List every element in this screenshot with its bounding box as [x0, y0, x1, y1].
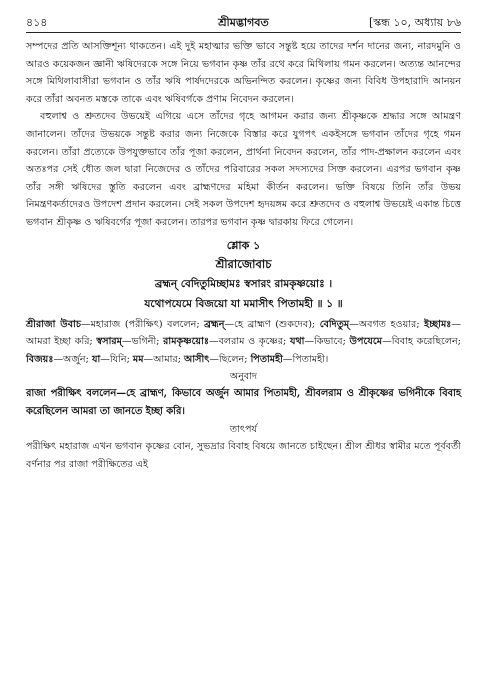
paragraph-summary-2: বহুলাশ্ব ও শ্রুতদেব উভয়েই এগিয়ে এসে তাঁদের গৃহে আগমন করার জন্য শ্রীকৃষ্ণকে শ্রদ্ধার সঙ্গে আমন্ত্রণ জানালেন। তাঁদের উভয়কে সন্তুষ্ট করার জন্য নিজেকে বিস্তার করে যুগপৎ একইসঙ্গে ভগবান তাঁদের গৃহে গমন করলেন। তাঁরা প্রত্যেকে উপযুক্তভাবে তাঁর পূজা করলেন, প্রার্থনা নিবেদন করলেন, তাঁর পাদ-প্রক্ষালন করলেন এবং অতঃপর সেই ধৌত জল দ্বারা নিজেদের ও তাঁদের পরিবারের সকল সদস্যদের সিক্ত করলেন। এরপর ভগবান কৃষ্ণ তাঁর সঙ্গী ঋষিদের স্তুতি করলেন এবং ব্রাহ্মণদের মহিমা কীর্তন করলেন। ভক্তি বিষয়ে তিনি তাঁর উভয় নিমন্ত্রণকর্তাদেরও উপদেশ প্রদান করলেন। সেই সকল উপদেশ হৃদয়ঙ্গম করে শ্রুতদেব ও বহুলাশ্ব উভয়েই একান্ত চিত্তে ভগবান শ্রীকৃষ্ণ ও ঋষিবর্গের পূজা করলেন। তারপর ভগবান কৃষ্ণ দ্বারকায় ফিরে গেলেন।: [26, 111, 461, 228]
word-meaning: —যিনি;: [100, 353, 133, 365]
word-meaning: —বলরাম ও কৃষ্ণের;: [208, 336, 290, 348]
word-term: মম: [132, 353, 144, 365]
word-meaning: —অবগত হওয়ার;: [349, 318, 425, 330]
word-meaning: —হে ব্রাহ্মণ (শুকদেব);: [224, 318, 320, 330]
page-body: [26, 38, 461, 474]
word-meaning: —মহারাজ (পরীক্ষিৎ) বললেন;: [81, 318, 205, 330]
word-meaning: —বিবাহ করেছিলেন;: [382, 336, 461, 348]
chapter-reference: [স্কন্ধ ১০, অধ্যায় ৮৬: [368, 16, 461, 29]
word-term: রামকৃষ্ণয়োঃ: [163, 336, 209, 348]
verse-line-2: যথোপযেমে বিজয়ো যা মমাসীৎ পিতামহী ॥ ১ ॥: [144, 297, 343, 310]
word-meanings: [26, 316, 461, 369]
word-term: পিতামহী: [250, 353, 283, 365]
word-meaning: —অর্জুন;: [53, 353, 92, 365]
word-term: স্বসারম্: [96, 336, 122, 348]
translation-text: রাজা পরীক্ষিৎ বললেন—হে ব্রাহ্মণ, কিভাবে অর্জুন আমার পিতামহী, শ্রীবলরাম ও শ্রীকৃষ্ণের ভগিনীকে বিবাহ করেছিলেন আমরা তা জানতে ইচ্ছা করি।: [26, 388, 461, 418]
word-term: ইচ্ছামঃ: [424, 318, 452, 330]
word-meaning: —কিভাবে;: [304, 336, 350, 348]
word-term: যথা: [289, 336, 305, 348]
purport-text: পরীক্ষিৎ মহারাজ এখন ভগবান কৃষ্ণের বোন, সুভদ্রার বিবাহ বিষয়ে জানতে চাইছেন। শ্রীল শ্রীধর স্বামীর মতে পূর্ববর্তী বর্ণনার পর রাজা পরীক্ষিতের এই: [26, 441, 461, 470]
word-term: আসীৎ: [183, 353, 210, 365]
paragraph-summary-1: সম্পদের প্রতি আসক্তিশূন্য থাকতেন। এই দুই মহাত্মার ভক্তি ভাবে সন্তুষ্ট হয়ে তাদের দর্শন দানের জন্য, নারদমুনি ও আরও কয়েকজন জ্ঞানী ঋষিদেরকে সঙ্গে নিয়ে ভগবান কৃষ্ণ তাঁর রথে করে মিথিলায় গমন করলেন। অত্যন্ত আনন্দের সঙ্গে মিথিলাবাসীরা ভগবান ও তাঁর ঋষি পার্ষদদেরকে অভিনন্দিত করলেন। কৃষ্ণের জন্য বিবিধ উপহারাদি আনয়ন করে তাঁরা অবনত মস্তকে তাকে এবং ঋষিবর্গকে প্রণাম নিবেদন করলেন।: [26, 41, 461, 105]
word-term: বিজয়ঃ: [26, 353, 54, 365]
translation-heading: অনুবাদ: [229, 371, 258, 383]
verse-speaker: শ্রীরাজোবাচ: [215, 256, 272, 271]
verse-line-1: ব্রহ্মন্ বেদিতুমিচ্ছামঃ স্বসারং রামকৃষ্ণয়োঃ ।: [154, 277, 333, 290]
purport-heading: তাৎপর্য: [229, 424, 258, 436]
word-meaning: —আমরা ইচ্ছা করি;: [26, 318, 461, 348]
book-title: শ্রীমদ্ভাগবত: [218, 16, 269, 29]
verse-label: শ্লোক ১: [226, 238, 261, 252]
word-meaning: —পিতামহী।: [282, 353, 329, 365]
word-meaning: —ছিলেন;: [209, 353, 251, 365]
word-term: উপযেমে: [349, 336, 383, 348]
word-term: বেদিতুম্: [319, 318, 350, 330]
page-header: [26, 14, 461, 30]
header-rule: [26, 32, 461, 33]
word-term: শ্রীরাজা উবাচ: [26, 318, 81, 330]
word-term: যা: [91, 353, 101, 365]
word-meaning: —আমার;: [143, 353, 184, 365]
page-number: ৪১৪: [26, 16, 48, 29]
word-meaning: —ভগিনী;: [121, 336, 164, 348]
word-term: ব্রহ্মন্: [204, 318, 225, 330]
